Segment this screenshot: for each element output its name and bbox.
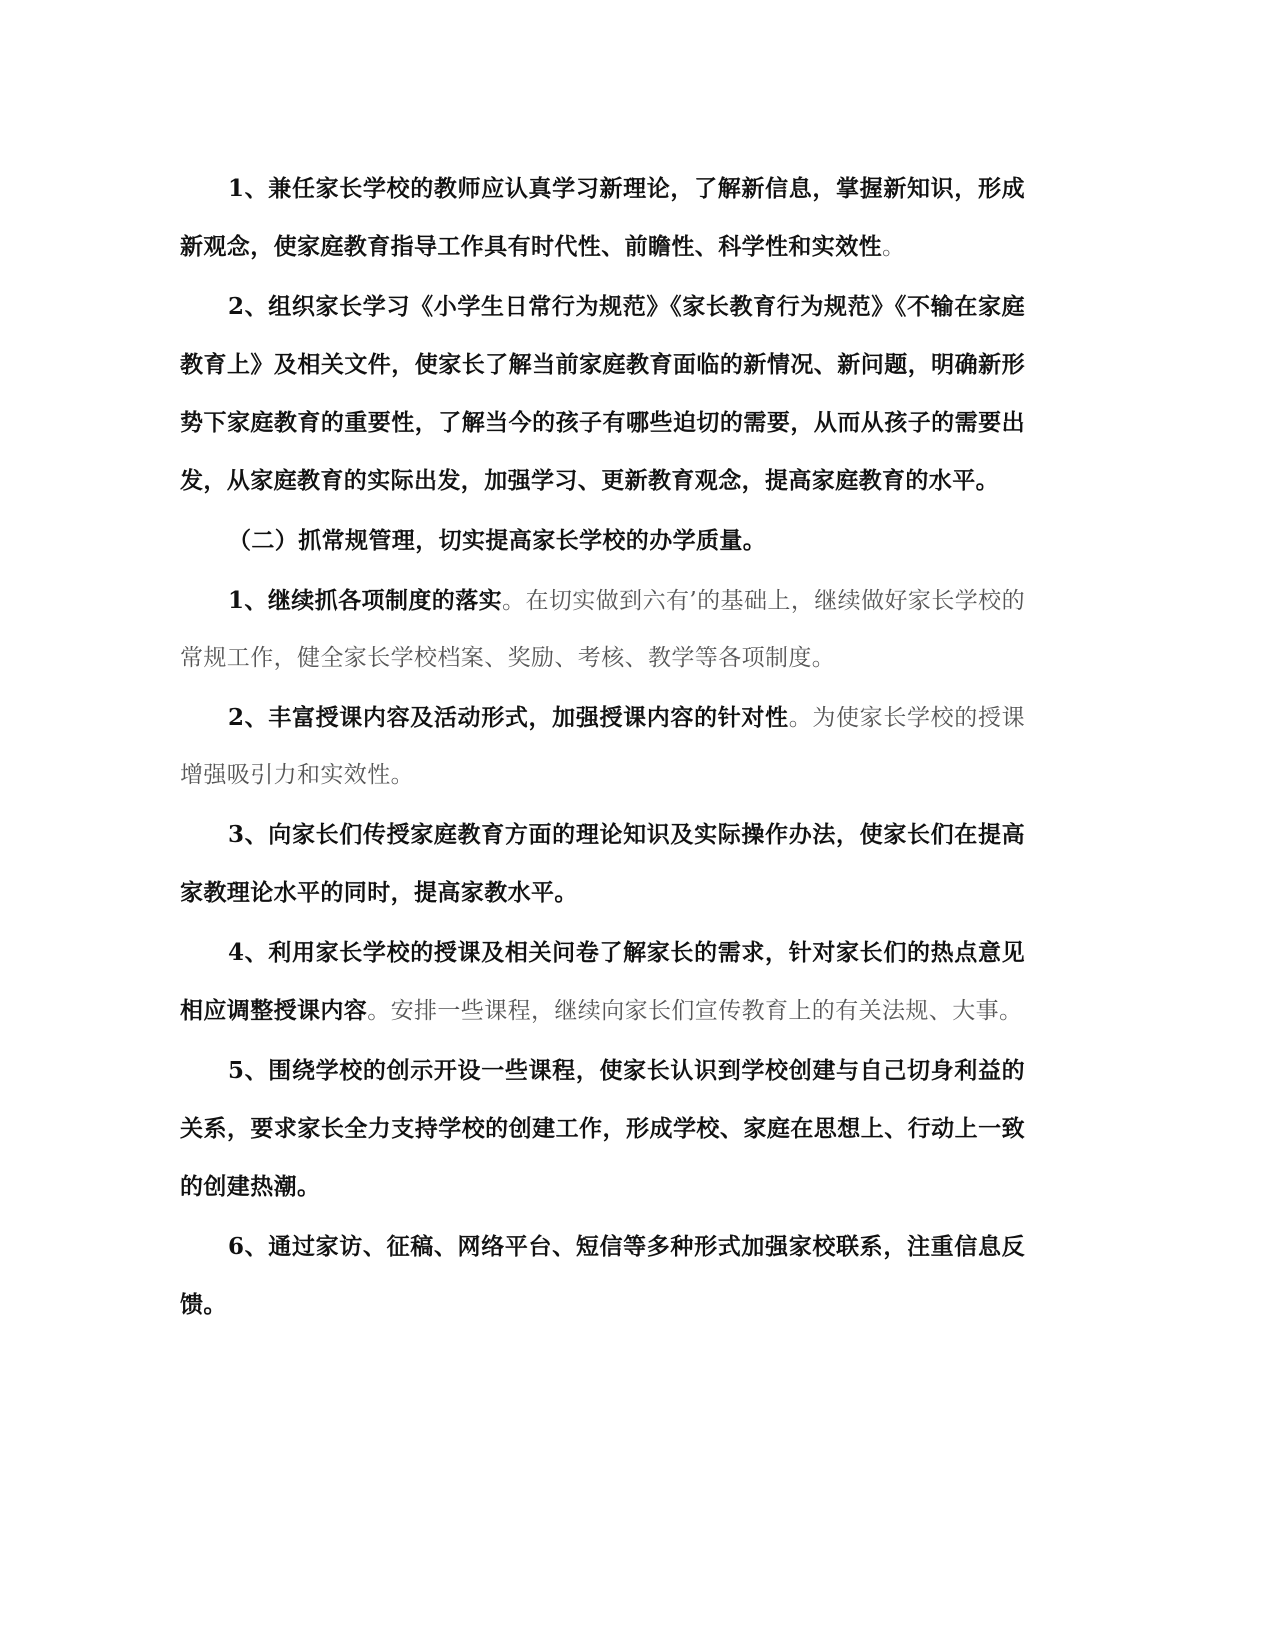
- paragraph-enrich-content: [180, 689, 1025, 804]
- paragraph-regular-text: 。为使家长学校的授课增强吸引力和实效性。: [180, 705, 1026, 788]
- paragraph-regular-text: 。安排一些课程，继续向家长们宣传教育上的有关法规、大事。: [367, 998, 1023, 1024]
- paragraph-bold-text: 2、组织家长学习《小学生日常行为规范》《家长教育行为规范》《不输在家庭教育上》及相关文件，使家长了解当前家庭教育面临的新情况、新问题，明确新形势下家庭教育的重要性，了解当今的孩子有哪些迫切的需要，从而从孩子的需要出发，从家庭教育的实际出发，加强学习、更新教育观念，提高家庭教育的水平。: [180, 293, 1025, 494]
- paragraph-system-implementation: [180, 572, 1025, 687]
- paragraph-teacher-study: [180, 160, 1025, 276]
- paragraph-bold-text: 4、利用家长学校的授课及相关问卷了解家长的需求，针对家长们的热点意见相应调整授课内容: [180, 939, 1025, 1024]
- paragraph-bold-text: 3、向家长们传授家庭教育方面的理论知识及实际操作办法，使家长们在提高家教理论水平的同时，提高家教水平。: [180, 821, 1025, 906]
- paragraph-bold-text: 1、继续抓各项制度的落实: [228, 587, 503, 614]
- section-heading-routine-management: [180, 512, 1025, 570]
- section-heading-text: （二）抓常规管理，切实提高家长学校的办学质量。: [228, 527, 767, 554]
- document-body: [180, 160, 1025, 1336]
- paragraph-adjust-course: [180, 924, 1025, 1040]
- paragraph-bold-text: 2、丰富授课内容及活动形式，加强授课内容的针对性: [228, 704, 789, 731]
- paragraph-bold-text: 1、兼任家长学校的教师应认真学习新理论，了解新信息，掌握新知识，形成新观念，使家庭教育指导工作具有时代性、前瞻性、科学性和实效性: [180, 175, 1025, 260]
- paragraph-bold-text: 6、通过家访、征稿、网络平台、短信等多种形式加强家校联系，注重信息反馈。: [180, 1233, 1025, 1318]
- paragraph-teach-knowledge: [180, 806, 1025, 922]
- paragraph-school-creation: [180, 1042, 1025, 1216]
- paragraph-regular-text: 。在切实做到六有’的基础上，继续做好家长学校的常规工作，健全家长学校档案、奖励、考核、教学等各项制度。: [180, 588, 1025, 671]
- paragraph-home-school-contact: [180, 1218, 1025, 1334]
- paragraph-regular-text: 。: [882, 234, 906, 260]
- paragraph-parent-learning: [180, 278, 1025, 510]
- paragraph-bold-text: 5、围绕学校的创示开设一些课程，使家长认识到学校创建与自己切身利益的关系，要求家长全力支持学校的创建工作，形成学校、家庭在思想上、行动上一致的创建热潮。: [180, 1057, 1025, 1200]
